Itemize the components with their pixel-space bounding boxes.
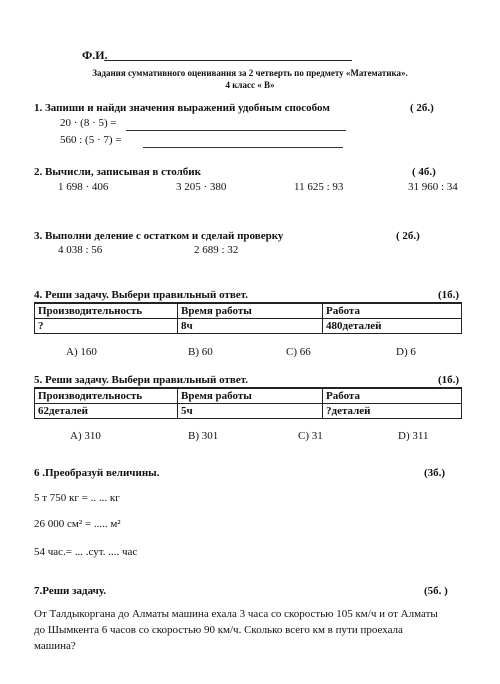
task5-option-a[interactable]: A) 310 bbox=[70, 430, 101, 442]
task7-points: (5б. ) bbox=[424, 585, 448, 597]
task6-item: 5 т 750 кг = .. ... кг bbox=[34, 492, 120, 504]
fio-underline[interactable] bbox=[104, 60, 352, 61]
task5-points: (1б.) bbox=[438, 374, 460, 386]
task2-item: 31 960 : 34 bbox=[408, 181, 458, 193]
task1-points: ( 2б.) bbox=[410, 102, 434, 114]
task1-expr2: 560 : (5 · 7) = bbox=[60, 134, 122, 146]
table-header-cell: Производительность bbox=[35, 304, 178, 319]
task2-title: 2. Вычисли, записывая в столбик bbox=[34, 166, 201, 178]
table-header-row bbox=[35, 389, 462, 404]
fio-label: Ф.И. bbox=[82, 48, 108, 62]
task1-answer1-line[interactable] bbox=[126, 130, 346, 131]
table-header-row bbox=[35, 304, 462, 319]
task2-points: ( 4б.) bbox=[412, 166, 436, 178]
task4-option-a[interactable]: A) 160 bbox=[66, 346, 97, 358]
page-title: Задания суммативного оценивания за 2 четверть по предмету «Математика». bbox=[92, 68, 408, 78]
table-cell: ? bbox=[35, 319, 178, 334]
task7-text-line: От Талдыкоргана до Алматы машина ехала 3 часа со скоростью 105 км/ч и от Алматы bbox=[34, 608, 438, 620]
table-cell: 62деталей bbox=[35, 404, 178, 419]
task4-table bbox=[34, 303, 462, 334]
task7-text-line: машина? bbox=[34, 640, 76, 652]
task4-points: (1б.) bbox=[438, 289, 460, 301]
task6-item: 26 000 см² = ..... м² bbox=[34, 518, 121, 530]
table-cell: 8ч bbox=[178, 319, 323, 334]
task7-title: 7.Реши задачу. bbox=[34, 585, 106, 597]
task6-points: (3б.) bbox=[424, 467, 446, 479]
task5-option-c[interactable]: C) 31 bbox=[298, 430, 323, 442]
task7-text-line: до Шымкента 6 часов со скоростью 90 км/ч. Сколько всего км в пути проехала bbox=[34, 624, 403, 636]
task1-answer2-line[interactable] bbox=[143, 147, 343, 148]
task1-expr1: 20 · (8 · 5) = bbox=[60, 117, 117, 129]
table-header-cell: Время работы bbox=[178, 304, 323, 319]
task4-option-c[interactable]: C) 66 bbox=[286, 346, 311, 358]
task3-item: 2 689 : 32 bbox=[194, 244, 239, 256]
table-header-cell: Работа bbox=[323, 389, 462, 404]
table-row bbox=[35, 319, 462, 334]
table-cell: ?деталей bbox=[323, 404, 462, 419]
table-cell: 480деталей bbox=[323, 319, 462, 334]
table-row bbox=[35, 404, 462, 419]
class-label: 4 класс « В» bbox=[225, 80, 275, 90]
task6-title: 6 .Преобразуй величины. bbox=[34, 467, 160, 479]
task3-points: ( 2б.) bbox=[396, 230, 420, 242]
task4-option-b[interactable]: B) 60 bbox=[188, 346, 213, 358]
task5-option-d[interactable]: D) 311 bbox=[398, 430, 429, 442]
task3-item: 4 038 : 56 bbox=[58, 244, 103, 256]
task5-title: 5. Реши задачу. Выбери правильный ответ. bbox=[34, 374, 248, 386]
table-cell: 5ч bbox=[178, 404, 323, 419]
task4-option-d[interactable]: D) 6 bbox=[396, 346, 416, 358]
task6-item: 54 час.= ... .сут. .... час bbox=[34, 546, 138, 558]
table-header-cell: Время работы bbox=[178, 389, 323, 404]
task4-title: 4. Реши задачу. Выбери правильный ответ. bbox=[34, 289, 248, 301]
task5-option-b[interactable]: B) 301 bbox=[188, 430, 219, 442]
task3-title: 3. Выполни деление с остатком и сделай проверку bbox=[34, 230, 284, 242]
task1-title: 1. Запиши и найди значения выражений удобным способом bbox=[34, 102, 330, 114]
task2-item: 1 698 · 406 bbox=[58, 181, 109, 193]
task2-item: 11 625 : 93 bbox=[294, 181, 344, 193]
task2-item: 3 205 · 380 bbox=[176, 181, 227, 193]
table-header-cell: Работа bbox=[323, 304, 462, 319]
table-header-cell: Производительность bbox=[35, 389, 178, 404]
task5-table bbox=[34, 388, 462, 419]
